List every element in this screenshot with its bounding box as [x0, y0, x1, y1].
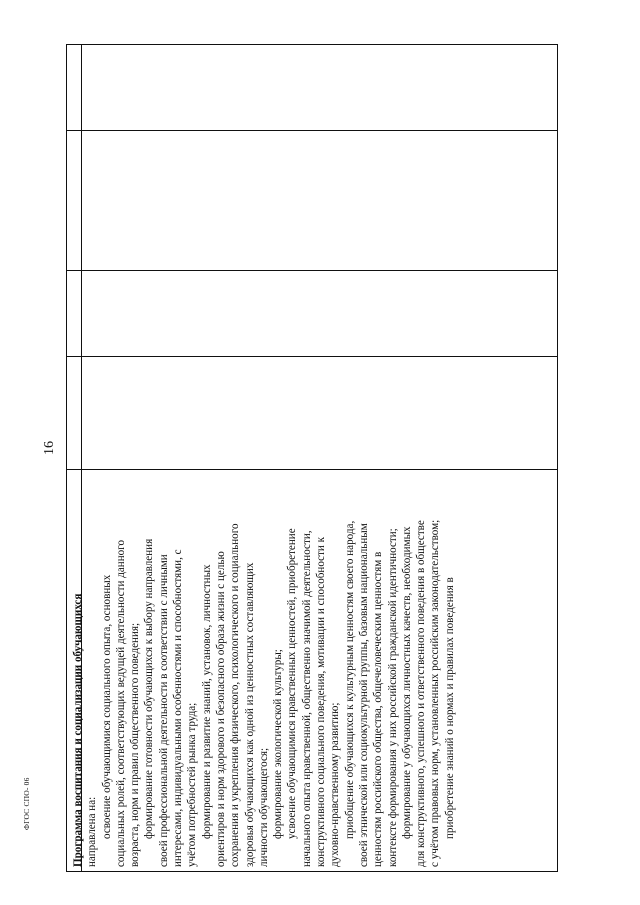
program-item: формирование экологической культуры;	[272, 649, 285, 839]
program-intro: направлена на:	[86, 796, 99, 867]
table-row-divider	[67, 130, 557, 131]
page-number: 16	[42, 441, 57, 455]
program-item: усвоение обучающимися нравственных ценностей, приобретение начального опыта нравственной, общественно значимой деятельности, конструктивного социального поведения, мотивации и способности к духовно-нравственному развитию;	[286, 528, 342, 867]
standards-table	[66, 44, 558, 872]
table-row-divider	[67, 270, 557, 271]
program-item: формирование готовности обучающихся к выбору направления своей профессиональной деятельности в соответствии с личными интересами, индивидуальными особенностями и способностями, с учётом потребностей рынка труда;	[143, 538, 199, 867]
program-item: приобщение обучающихся к культурным ценностям своего народа, своей этнической или социокультурной группы, базовым национальным ценностям российского общества, общечеловеческим ценностям в контексте формирования у них российской гражданской идентичности;	[343, 520, 399, 867]
program-description-cell	[67, 511, 543, 873]
program-item: формирование и развитие знаний, установок, личностных ориентиров и норм здорового и безопасного образа жизни с целью сохранения и укрепления физического, психологического и социального здоровья обучающихся как одной из ценностных составляющих личности обучающегося;	[200, 523, 270, 867]
table-row-divider	[67, 469, 557, 470]
footer-code: ФГОС СПО- 06	[22, 777, 31, 830]
program-item: формирование у обучающихся личностных качеств, необходимых для конструктивного, успешного и ответственного поведения в обществе с учётом правовых норм, установленных российским законодательством;	[400, 519, 442, 867]
table-row-divider	[67, 356, 557, 357]
program-item: приобретение знаний о нормах и правилах поведения в	[443, 577, 456, 839]
program-heading: Программа воспитания и социализации обучающихся	[72, 593, 84, 867]
program-item: освоение обучающимися социального опыта, основных социальных ролей, соответствующих ведущей деятельности данного возраста, норм и правил общественного поведения;	[100, 539, 142, 867]
